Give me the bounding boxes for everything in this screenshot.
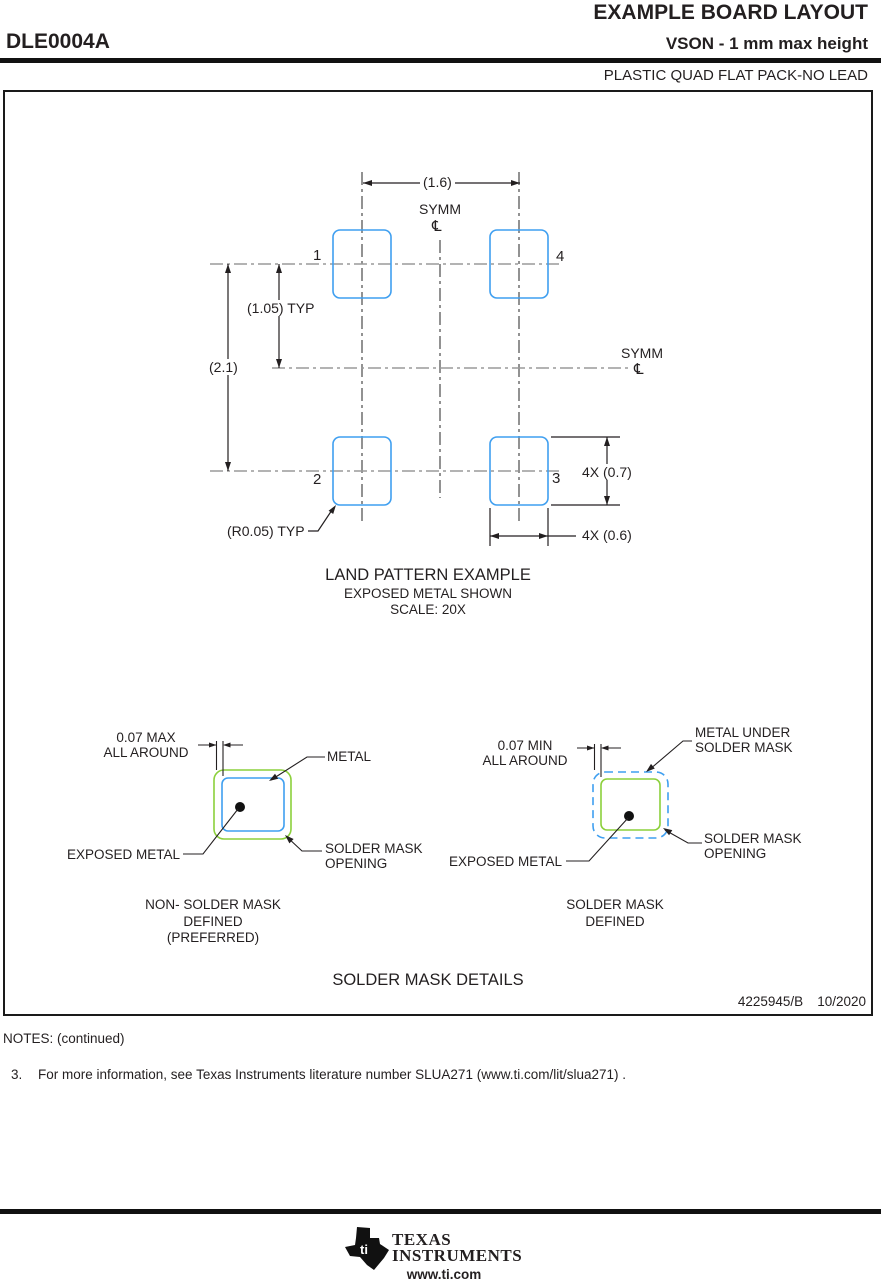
part-number: DLE0004A (6, 30, 110, 53)
centerline-symbol-top: ℄ (432, 217, 442, 235)
brand-texas: TEXAS (392, 1230, 452, 1249)
smd-exposed-metal-label: EXPOSED METAL (449, 854, 563, 869)
package-type: PLASTIC QUAD FLAT PACK-NO LEAD (603, 67, 868, 84)
smd-caption: SOLDER MASK DEFINED (566, 897, 664, 929)
caption-sub2: SCALE: 20X (390, 602, 466, 617)
smd-metal-under-mask-label: METAL UNDER SOLDER MASK (695, 725, 793, 755)
nsmd-metal-shape (222, 778, 284, 831)
dim-width-label: (1.6) (420, 174, 455, 190)
smd-exposed-metal-dot (624, 811, 634, 821)
page-title: EXAMPLE BOARD LAYOUT (593, 1, 868, 24)
dimension-lines (228, 183, 620, 546)
dim-pad-width-label: 4X (0.6) (579, 527, 635, 543)
nsmd-solder-mask-opening-shape (214, 770, 291, 839)
smd-opening-label: SOLDER MASK OPENING (704, 831, 802, 861)
doc-rev: 4225945/B (737, 994, 804, 1009)
caption-title: LAND PATTERN EXAMPLE (325, 566, 531, 584)
dim-span-label: (2.1) (206, 359, 241, 375)
symm-right-label: SYMM (621, 345, 663, 361)
smd-diagram (566, 741, 702, 861)
centerlines-horizontal (210, 264, 630, 471)
dim-row-pitch-label: (1.05) TYP (244, 300, 317, 316)
nsmd-diagram (183, 741, 325, 854)
nsmd-clearance-label: 0.07 MAX ALL AROUND (103, 730, 189, 760)
nsmd-opening-label: SOLDER MASK OPENING (325, 841, 423, 871)
symm-top-label: SYMM (419, 201, 461, 217)
brand-instruments: INSTRUMENTS (392, 1246, 523, 1265)
smd-solder-mask-opening-shape (601, 779, 660, 830)
caption-sub1: EXPOSED METAL SHOWN (343, 586, 513, 601)
pad-2-label: 2 (313, 471, 322, 488)
ti-logo-mark: ti (360, 1242, 368, 1257)
dim-pad-height-label: 4X (0.7) (579, 464, 635, 480)
centerline-symbol-right: ℄ (634, 360, 644, 378)
package-height-subtitle: VSON - 1 mm max height (665, 34, 868, 53)
radius-note-label: (R0.05) TYP (224, 523, 308, 539)
pad-1-label: 1 (313, 247, 322, 264)
doc-date: 10/2020 (817, 994, 866, 1009)
note-3-text: For more information, see Texas Instruments literature number SLUA271 (www.ti.com/lit/slua271) . (38, 1067, 626, 1082)
nsmd-exposed-metal-label: EXPOSED METAL (67, 847, 181, 862)
nsmd-caption: NON- SOLDER MASK DEFINED (PREFERRED) (145, 897, 281, 945)
solder-mask-section-title: SOLDER MASK DETAILS (332, 971, 524, 989)
pad-4-label: 4 (556, 248, 565, 265)
notes-heading: NOTES: (continued) (3, 1031, 125, 1046)
land-pattern-caption (308, 564, 548, 618)
smd-clearance-label: 0.07 MIN ALL AROUND (482, 738, 568, 768)
note-3-number: 3. (11, 1067, 23, 1082)
ti-logo-icon (343, 1225, 391, 1273)
nsmd-metal-label: METAL (327, 749, 372, 764)
footer-url: www.ti.com (406, 1267, 482, 1282)
smd-metal-under-mask-shape (593, 772, 668, 838)
pad-3-label: 3 (552, 470, 561, 487)
